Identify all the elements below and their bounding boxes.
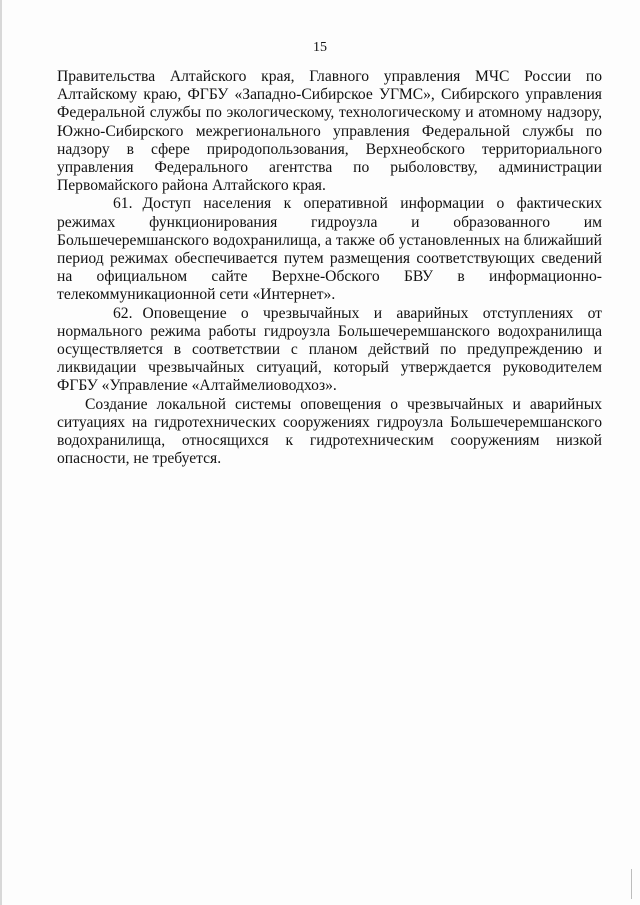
paragraph-61: [57, 195, 602, 304]
paragraph-text: Оповещение о чрезвычайных и аварийных отступлениях от нормального режима работы гидроузла Большечеремшанского водохранилища осуществляется в соответствии с планом действий по предупреждению и ликвидации чрезвычайных ситуаций, который утверждается руководителем ФГБУ «Управление «Алтаймелиоводхоз».: [57, 304, 602, 395]
document-body: [57, 68, 602, 468]
paragraph-local-warning: [57, 396, 602, 469]
page-number: 15: [313, 40, 327, 55]
paragraph-continuation: [57, 68, 602, 195]
paragraph-number: 61.: [113, 195, 133, 213]
paragraph-62: [57, 305, 602, 396]
paragraph-text: Доступ населения к оперативной информации о фактических режимах функционирования гидроузла и образованного им Большечеремшанского водохранилища, а также об установленных на ближайший период режимах обеспечивается путем размещения соответствующих сведений на официальном сайте Верхне-Обского БВУ в информационно-телекоммуникационной сети «Интернет».: [57, 195, 602, 304]
paragraph-number: 62.: [113, 304, 133, 322]
paragraph-text: Правительства Алтайского края, Главного управления МЧС России по Алтайскому краю, ФГБУ «Западно-Сибирское УГМС», Сибирского управления Федеральной службы по экологическому, технологическому и атомному надзору, Южно-Сибирского межрегионального управления Федеральной службы по надзору в сфере природопользования, Верхнеобского территориального управления Федерального агентства по рыболовству, администрации Первомайского района Алтайского края.: [57, 68, 602, 195]
scan-margin-mark: [623, 869, 632, 899]
paragraph-text: Создание локальной системы оповещения о чрезвычайных и аварийных ситуациях на гидротехнических сооружениях гидроузла Большечеремшанского водохранилища, относящихся к гидротехническим сооружениям низкой опасности, не требуется.: [57, 395, 602, 468]
